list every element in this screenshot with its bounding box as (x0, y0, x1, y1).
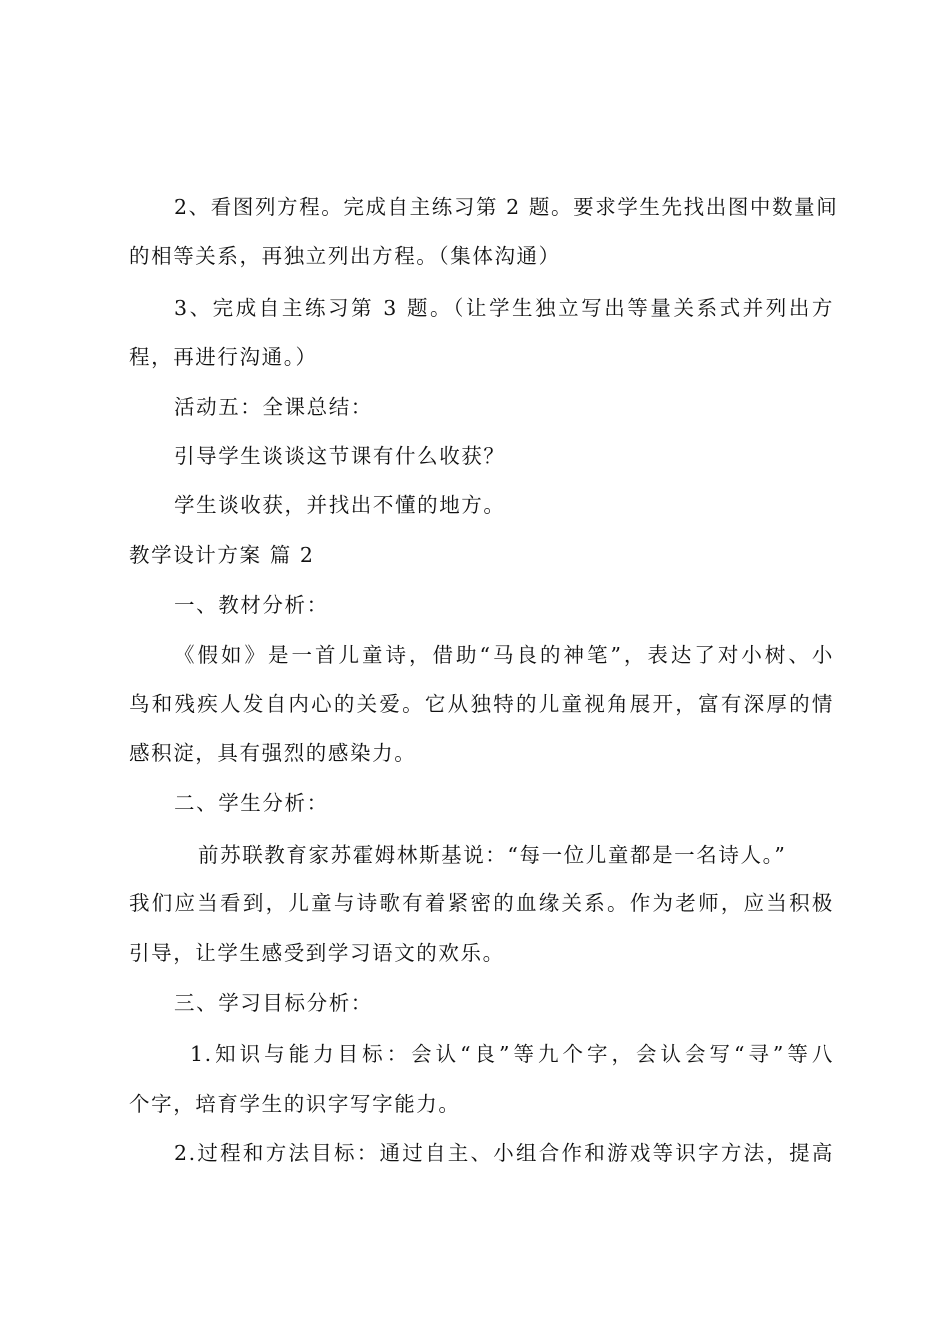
paragraph-line: 鸟和残疾人发自内心的关爱。它从独特的儿童视角展开，富有深厚的情 (129, 692, 834, 716)
section-heading: 二、学生分析： (174, 791, 329, 815)
document-title: 教学设计方案 篇 2 (129, 543, 315, 567)
paragraph-line: 程，再进行沟通。） (129, 345, 318, 369)
paragraph-line: 感积淀，具有强烈的感染力。 (129, 741, 417, 765)
paragraph-line: 个字，培育学生的识字写字能力。 (129, 1092, 461, 1116)
paragraph-line: 3、完成自主练习第 3 题。（让学生独立写出等量关系式并列出方 (174, 296, 834, 320)
paragraph-line: 学生谈收获，并找出不懂的地方。 (174, 493, 506, 517)
paragraph-line: 《假如》是一首儿童诗，借助“马良的神笔”，表达了对小树、小 (174, 643, 834, 667)
section-heading: 一、教材分析： (174, 593, 329, 617)
paragraph-line: 1.知识与能力目标：会认“良”等九个字，会认会写“寻”等八 (190, 1042, 834, 1066)
paragraph-line: 的相等关系，再独立列出方程。（集体沟通） (129, 244, 561, 268)
paragraph-line: 2、看图列方程。完成自主练习第 2 题。要求学生先找出图中数量间 (174, 195, 839, 219)
paragraph-line: 2.过程和方法目标：通过自主、小组合作和游戏等识字方法，提高 (174, 1141, 834, 1165)
paragraph-line: 引导，让学生感受到学习语文的欢乐。 (129, 941, 505, 965)
paragraph-line: 我们应当看到，儿童与诗歌有着紧密的血缘关系。作为老师，应当积极 (129, 891, 834, 915)
paragraph-line: 前苏联教育家苏霍姆林斯基说：“每一位儿童都是一名诗人。” (198, 843, 787, 867)
section-heading: 三、学习目标分析： (174, 991, 373, 1015)
paragraph-line: 引导学生谈谈这节课有什么收获？ (174, 444, 506, 468)
section-heading: 活动五：全课总结： (174, 395, 373, 419)
